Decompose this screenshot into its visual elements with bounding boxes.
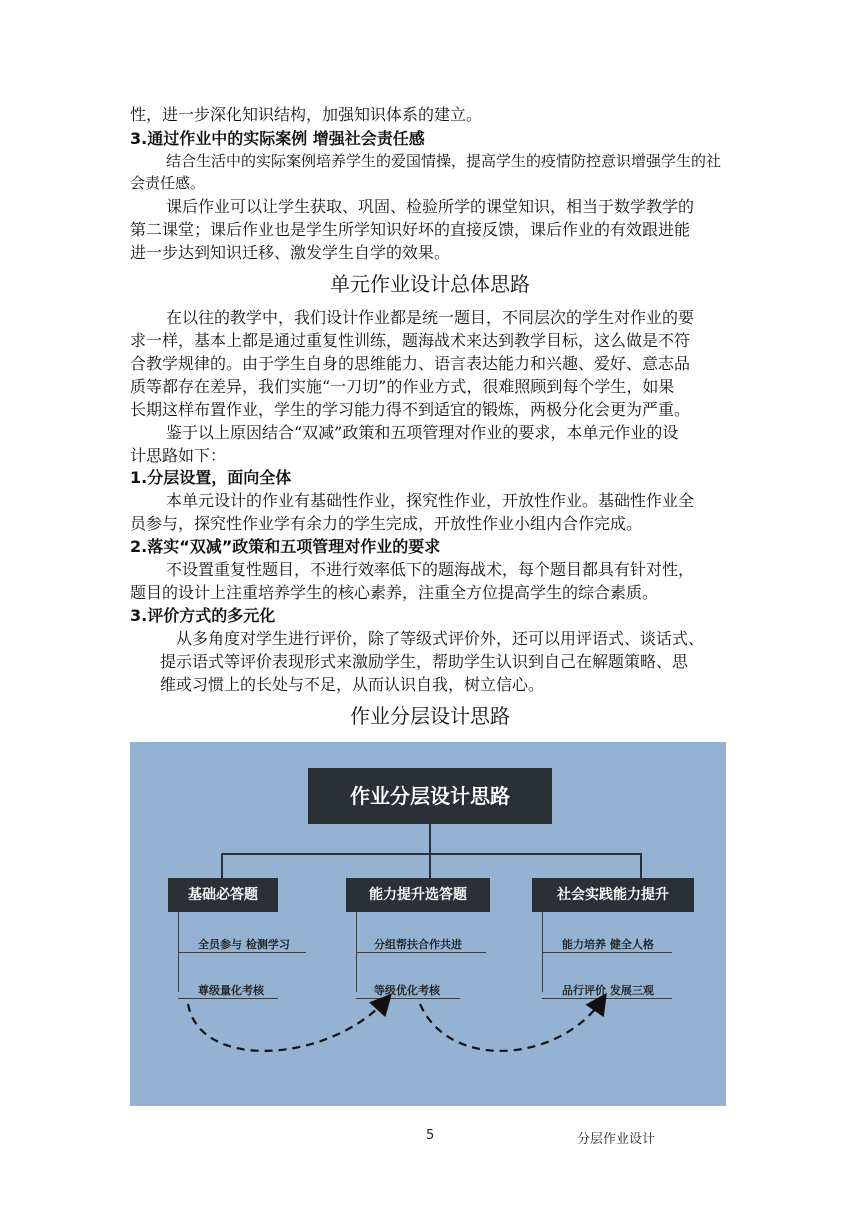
paragraph-line: 在以往的教学中，我们设计作业都是统一题目，不同层次的学生对作业的要 xyxy=(166,308,695,327)
sub-item: 等级优化考核 xyxy=(374,984,440,997)
paragraph-line: 题目的设计上注重培养学生的核心素养，注重全方位提高学生的综合素质。 xyxy=(130,583,659,602)
paragraph-line: 课后作业可以让学生获取、巩固、检验所学的课堂知识，相当于数学教学的 xyxy=(166,197,695,216)
section-title-layer: 作业分层设计思路 xyxy=(350,704,510,728)
subheading-2: 2.落实“双减”政策和五项管理对作业的要求 xyxy=(130,537,441,556)
paragraph-line: 进一步达到知识迁移、激发学生自学的效果。 xyxy=(130,243,451,262)
paragraph-line: 会责任感。 xyxy=(130,174,206,192)
dashed-arrows xyxy=(130,742,726,1106)
paragraph-line: 计思路如下： xyxy=(130,446,227,465)
category-ability-box: 能力提升选答题 xyxy=(346,878,490,912)
sub-item: 品行评价 发展三观 xyxy=(562,984,654,997)
page-number: 5 xyxy=(426,1128,435,1143)
paragraph-line: 从多角度对学生进行评价，除了等级式评价外，还可以用评语式、谈话式、 xyxy=(176,629,705,648)
subheading-1: 1.分层设置，面向全体 xyxy=(130,468,292,487)
sub-item: 尊级量化考核 xyxy=(198,984,264,997)
paragraph-line: 性，进一步深化知识结构，加强知识体系的建立。 xyxy=(130,105,483,124)
subheading-3: 3.评价方式的多元化 xyxy=(130,606,276,625)
paragraph-line: 维或习惯上的长处与不足，从而认识自我，树立信心。 xyxy=(160,675,545,694)
sub-item: 能力培养 健全人格 xyxy=(562,938,654,951)
paragraph-line: 长期这样布置作业，学生的学习能力得不到适宜的锻炼，两极分化会更为严重。 xyxy=(130,400,691,419)
footer-doc-title: 分层作业设计 xyxy=(577,1132,656,1147)
section-title-unit: 单元作业设计总体思路 xyxy=(330,272,530,296)
dashed-arrow-2 xyxy=(420,1000,602,1051)
paragraph-line: 结合生活中的实际案例培养学生的爱国情操，提高学生的疫情防控意识增强学生的社 xyxy=(166,152,722,170)
paragraph-line: 合教学规律的。由于学生自身的思维能力、语言表达能力和兴趣、爱好、意志品 xyxy=(130,354,691,373)
paragraph-line: 提示语式等评价表现形式来激励学生，帮助学生认识到自己在解题策略、思 xyxy=(160,652,689,671)
paragraph-line: 鉴于以上原因结合“双减”政策和五项管理对作业的要求，本单元作业的设 xyxy=(166,423,679,442)
paragraph-line: 质等都存在差异，我们实施“一刀切”的作业方式，很难照顾到每个学生，如果 xyxy=(130,377,675,396)
paragraph-line: 不设置重复性题目，不进行效率低下的题海战术，每个题目都具有针对性， xyxy=(166,560,695,579)
category-practice-box: 社会实践能力提升 xyxy=(532,878,694,912)
paragraph-line: 求一样，基本上都是通过重复性训练，题海战术来达到教学目标，这么做是不符 xyxy=(130,331,691,350)
sub-item: 分组帮扶合作共进 xyxy=(374,938,462,951)
paragraph-line: 第二课堂；课后作业也是学生所学知识好坏的直接反馈，课后作业的有效跟进能 xyxy=(130,220,691,239)
paragraph-line: 员参与，探究性作业学有余力的学生完成，开放性作业小组内合作完成。 xyxy=(130,514,643,533)
category-basic-box: 基础必答题 xyxy=(168,878,278,912)
sub-item: 全员参与 检测学习 xyxy=(198,938,290,951)
dashed-arrow-1 xyxy=(188,1000,386,1051)
diagram-title-box: 作业分层设计思路 xyxy=(308,768,552,824)
layered-design-diagram xyxy=(130,742,726,1106)
paragraph-line: 本单元设计的作业有基础性作业，探究性作业，开放性作业。基础性作业全 xyxy=(166,491,695,510)
subheading-case: 3.通过作业中的实际案例 增强社会责任感 xyxy=(130,129,425,148)
